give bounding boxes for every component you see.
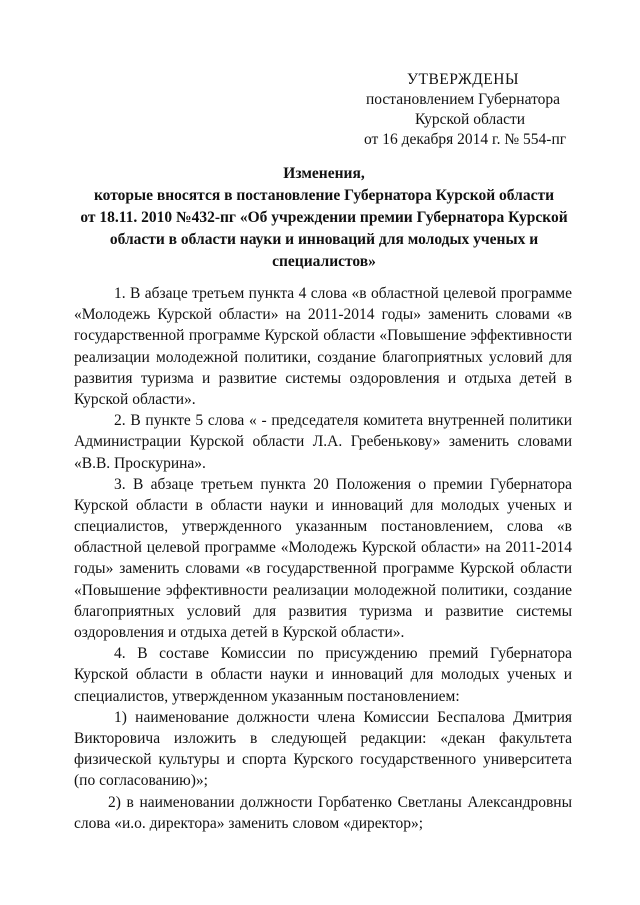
title-line: от 18.11. 2010 №432-пг «Об учреждении премии Губернатора Курской <box>80 209 568 226</box>
sub-item-2 <box>74 792 572 834</box>
paragraph-line: благоприятных условий для развития туризма и развитие системы <box>74 602 572 620</box>
paragraph-line: Курской области в области науки и инноваций для молодых ученых и <box>74 666 572 684</box>
paragraph-line: «Повышение эффективности реализации молодежной политики, создание <box>74 581 572 599</box>
paragraph-line: годы» заменить словами «в государственной программе Курской области <box>74 560 572 578</box>
approval-line: от 16 декабря 2014 г. № 554-пг <box>364 131 567 148</box>
document-body <box>74 283 572 834</box>
paragraph-item-1 <box>74 283 572 410</box>
sub-item-1 <box>74 707 572 792</box>
paragraph-line: 3. В абзаце третьем пункта 20 Положения о премии Губернатора <box>114 475 572 493</box>
paragraph-line: 2) в наименовании должности Горбатенко Светланы Александровны <box>108 793 572 811</box>
paragraph-line: развития туризма и развитие системы оздоровления и отдыха детей в <box>74 369 572 387</box>
title-line: специалистов» <box>272 253 376 270</box>
paragraph-line: (по согласованию)»; <box>74 772 208 790</box>
approval-heading: УТВЕРЖДЕНЫ <box>407 71 519 88</box>
paragraph-item-2 <box>74 410 572 474</box>
paragraph-line: 2. В пункте 5 слова « - председателя комитета внутренней политики <box>114 412 572 430</box>
paragraph-line: оздоровления и отдыха детей в Курской области». <box>74 624 405 641</box>
paragraph-line: Курской области». <box>74 390 196 408</box>
title-line: которые вносятся в постановление Губернатора Курской области <box>93 187 555 204</box>
paragraph-line: областной целевой программе «Молодежь Курской области» на 2011-2014 <box>74 539 572 557</box>
paragraph-line: «Молодежь Курской области» на 2011-2014 годы» заменить словами «в <box>74 306 572 324</box>
paragraph-line: 1) наименование должности члена Комиссии Беспалова Дмитрия <box>114 708 572 726</box>
approval-line: Курской области <box>415 111 526 128</box>
paragraph-line: государственной программе Курской области «Повышение эффективности <box>74 327 572 345</box>
title-line: Изменения, <box>283 165 365 182</box>
paragraph-line: Викторовича изложить в следующей редакции: «декан факультета <box>74 729 572 747</box>
title-line: области в области науки и инноваций для молодых ученых и <box>109 231 539 248</box>
approval-line: постановлением Губернатора <box>366 91 561 108</box>
paragraph-line: 1. В абзаце третьем пункта 4 слова «в областной целевой программе <box>114 285 572 302</box>
paragraph-line: слова «и.о. директора» заменить словом «директор»; <box>74 814 424 832</box>
paragraph-line: реализации молодежной политики, создание благоприятных условий для <box>74 348 572 366</box>
approval-stamp <box>352 70 602 150</box>
paragraph-line: «В.В. Проскурина». <box>74 454 206 472</box>
document-title <box>62 163 586 273</box>
paragraph-line: Курской области в области науки и инноваций для молодых ученых и <box>74 496 572 514</box>
paragraph-line: специалистов, утвержденном указанным постановлением: <box>74 687 460 705</box>
paragraph-item-4 <box>74 643 572 707</box>
paragraph-line: специалистов, утвержденного указанным постановлением, слова «в <box>74 518 572 536</box>
paragraph-line: 4. В составе Комиссии по присуждению премий Губернатора <box>114 645 572 663</box>
paragraph-item-3 <box>74 474 572 644</box>
paragraph-line: физической культуры и спорта Курского государственного университета <box>74 751 572 769</box>
paragraph-line: Администрации Курской области Л.А. Гребенькову» заменить словами <box>74 433 572 451</box>
